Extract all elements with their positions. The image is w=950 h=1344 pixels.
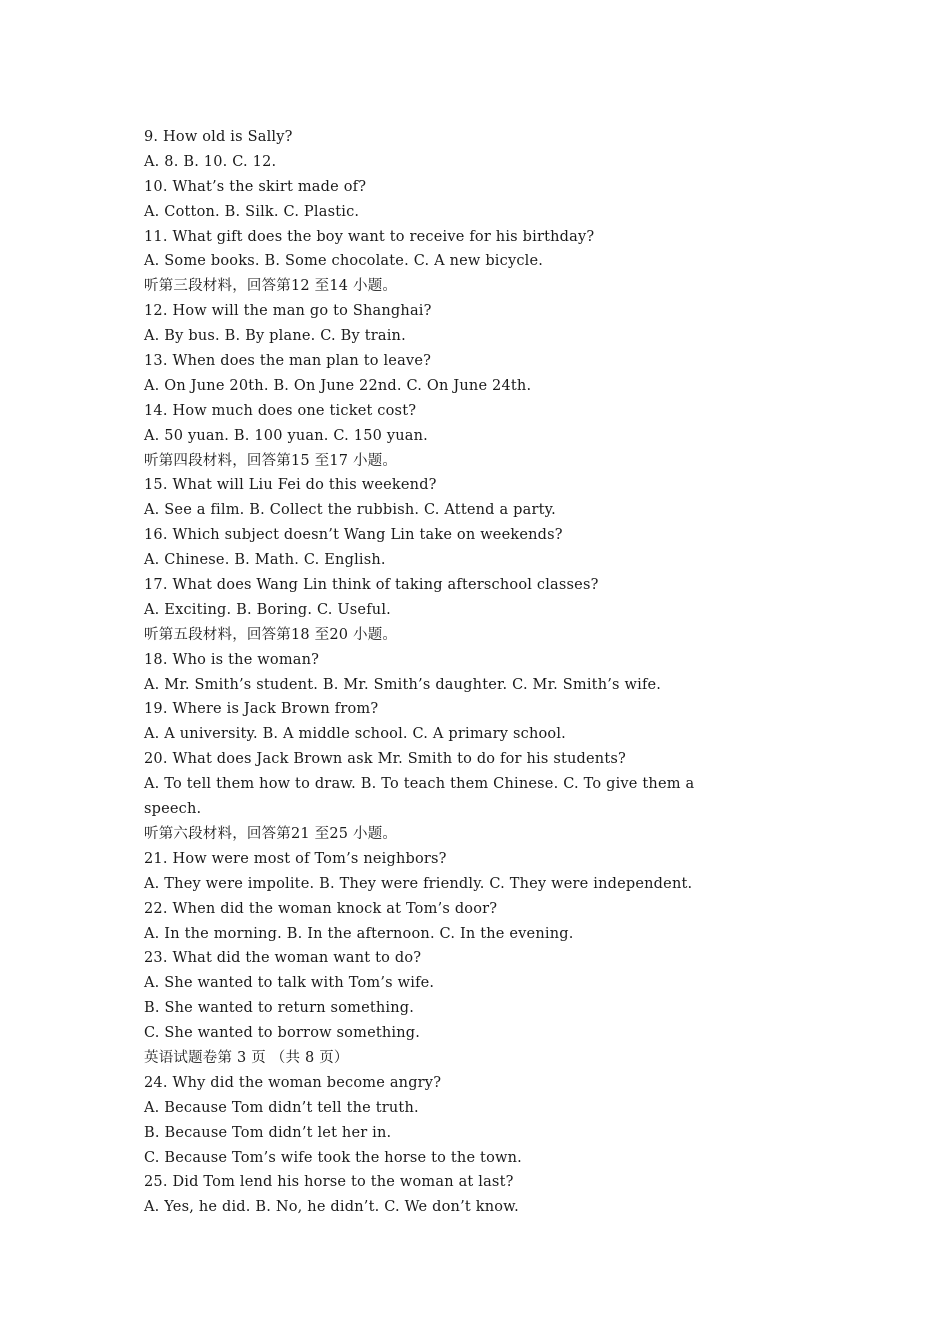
question-9: 9. How old is Sally?	[144, 129, 293, 145]
question-18: 18. Who is the woman?	[144, 651, 320, 668]
question-14: 14. How much does one ticket cost?	[144, 402, 417, 419]
question-12: 12. How will the man go to Shanghai?	[144, 303, 432, 320]
question-10: 10. What’s the skirt made of?	[144, 178, 367, 195]
option-23-c: C. She wanted to borrow something.	[144, 1025, 421, 1042]
options-20-continued: speech.	[144, 801, 202, 818]
options-16: A. Chinese. B. Math. C. English.	[144, 552, 386, 569]
question-19: 19. Where is Jack Brown from?	[144, 701, 379, 718]
question-13: 13. When does the man plan to leave?	[144, 353, 432, 370]
question-25: 25. Did Tom lend his horse to the woman at last?	[144, 1174, 514, 1191]
options-11: A. Some books. B. Some chocolate. C. A new bicycle.	[144, 253, 544, 270]
section-heading-6: 听第六段材料，回答第21 至25 小题。	[144, 825, 398, 842]
section-heading-3: 听第三段材料，回答第12 至14 小题。	[144, 278, 398, 295]
options-21: A. They were impolite. B. They were friendly. C. They were independent.	[144, 875, 693, 892]
option-24-b: B. Because Tom didn’t let her in.	[144, 1124, 392, 1141]
document-page	[144, 125, 784, 1220]
options-12: A. By bus. B. By plane. C. By train.	[144, 328, 406, 345]
question-20: 20. What does Jack Brown ask Mr. Smith to do for his students?	[144, 751, 626, 768]
option-24-a: A. Because Tom didn’t tell the truth.	[144, 1099, 419, 1116]
options-10: A. Cotton. B. Silk. C. Plastic.	[144, 203, 360, 220]
options-13: A. On June 20th. B. On June 22nd. C. On June 24th.	[144, 377, 532, 394]
question-22: 22. When did the woman knock at Tom’s door?	[144, 900, 498, 917]
question-17: 17. What does Wang Lin think of taking afterschool classes?	[144, 577, 599, 594]
options-18: A. Mr. Smith’s student. B. Mr. Smith’s daughter. C. Mr. Smith’s wife.	[144, 676, 662, 693]
options-19: A. A university. B. A middle school. C. A primary school.	[144, 726, 566, 743]
question-11: 11. What gift does the boy want to receive for his birthday?	[144, 228, 595, 245]
question-21: 21. How were most of Tom’s neighbors?	[144, 850, 447, 867]
section-heading-5: 听第五段材料，回答第18 至20 小题。	[144, 626, 398, 643]
option-23-a: A. She wanted to talk with Tom’s wife.	[144, 975, 435, 992]
options-25: A. Yes, he did. B. No, he didn’t. C. We don’t know.	[144, 1199, 519, 1216]
option-23-b: B. She wanted to return something.	[144, 1000, 415, 1017]
options-17: A. Exciting. B. Boring. C. Useful.	[144, 601, 391, 618]
page-footer: 英语试题卷第 3 页 （共 8 页）	[144, 1049, 349, 1066]
question-24: 24. Why did the woman become angry?	[144, 1074, 442, 1091]
options-9: A. 8. B. 10. C. 12.	[144, 153, 277, 170]
option-24-c: C. Because Tom’s wife took the horse to the town.	[144, 1149, 522, 1166]
section-heading-4: 听第四段材料，回答第15 至17 小题。	[144, 452, 398, 469]
options-15: A. See a film. B. Collect the rubbish. C. Attend a party.	[144, 502, 556, 519]
question-16: 16. Which subject doesn’t Wang Lin take on weekends?	[144, 527, 563, 544]
options-20: A. To tell them how to draw. B. To teach them Chinese. C. To give them a	[144, 776, 695, 793]
options-14: A. 50 yuan. B. 100 yuan. C. 150 yuan.	[144, 427, 428, 444]
question-15: 15. What will Liu Fei do this weekend?	[144, 477, 437, 494]
options-22: A. In the morning. B. In the afternoon. C. In the evening.	[144, 925, 574, 942]
question-23: 23. What did the woman want to do?	[144, 950, 422, 967]
